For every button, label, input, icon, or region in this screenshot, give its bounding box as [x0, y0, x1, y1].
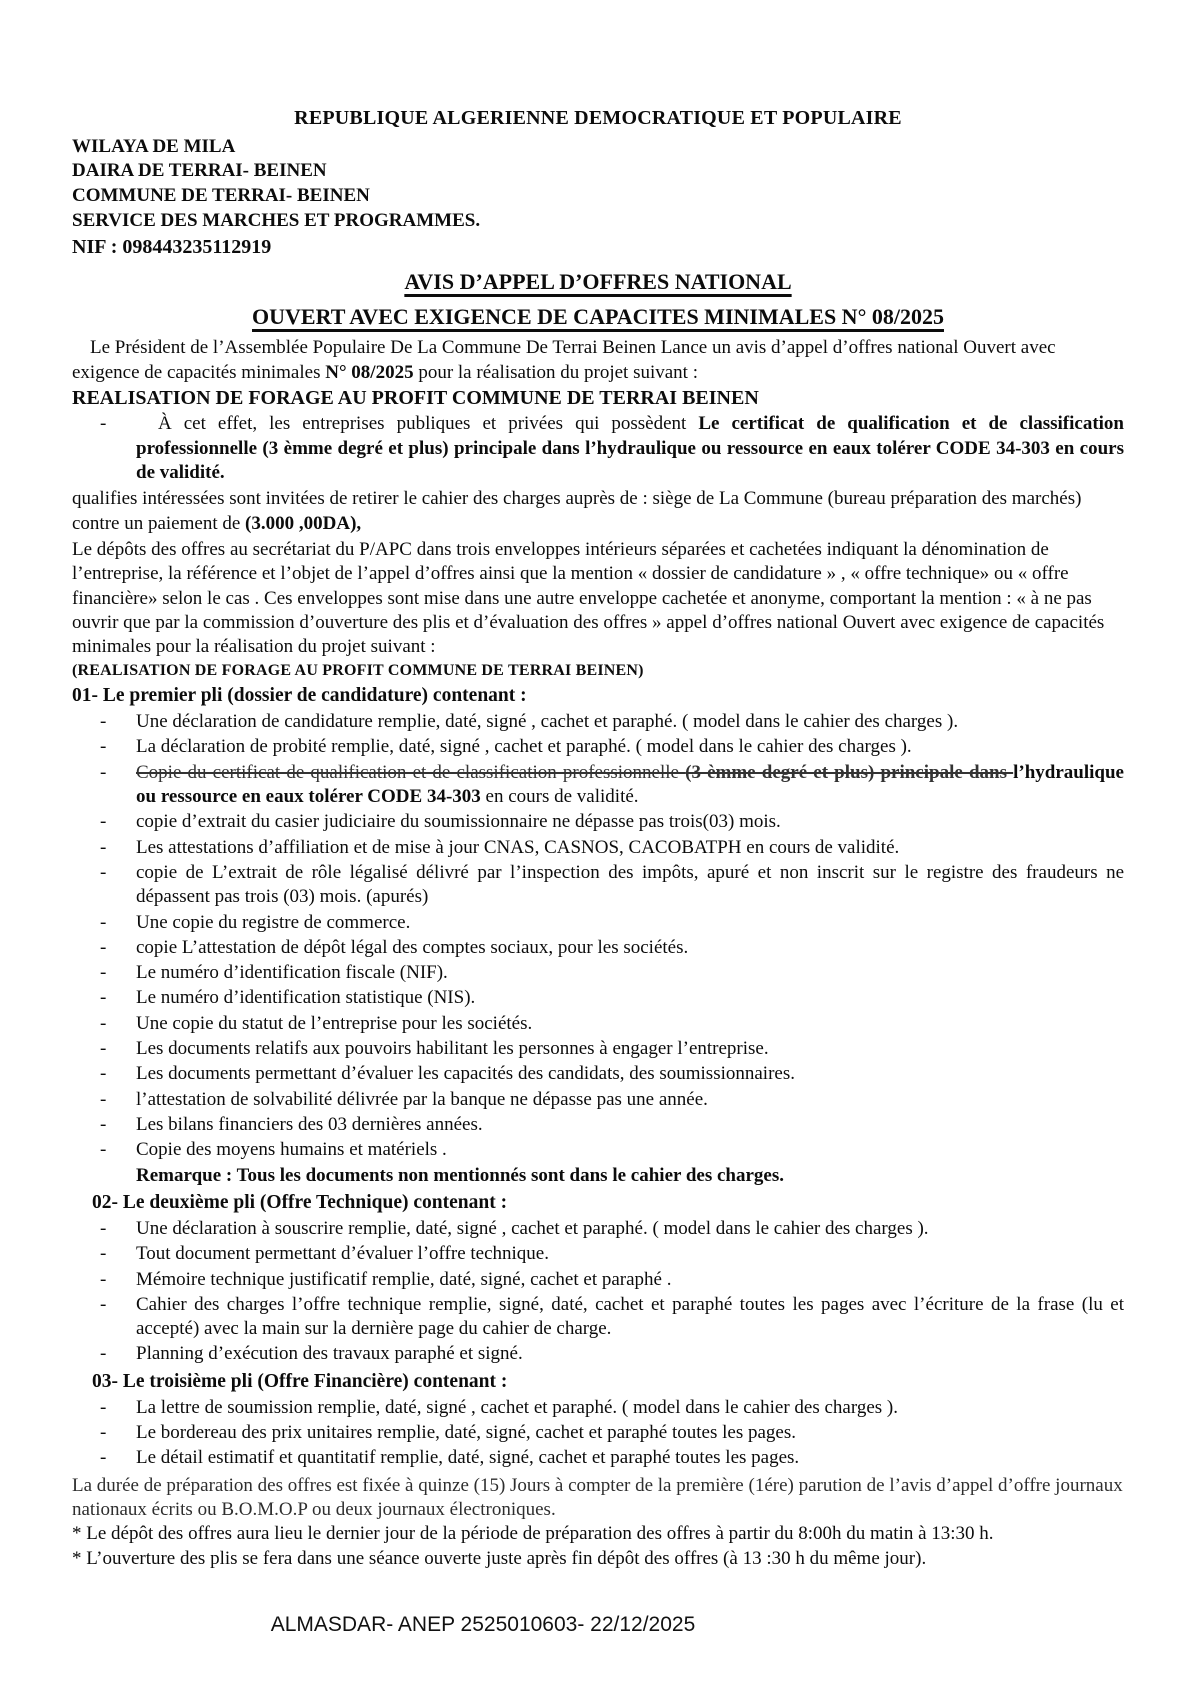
notice-title-line-2: OUVERT AVEC EXIGENCE DE CAPACITES MINIMALES N° 08/2025	[252, 304, 944, 330]
list-item	[72, 1421, 1124, 1445]
dash-bullet: -	[100, 1243, 107, 1265]
dash-bullet: -	[100, 1217, 107, 1239]
nif-value: 098443235112919	[122, 236, 272, 259]
footer-publication-line: ALMASDAR- ANEP 2525010603- 22/12/2025	[270, 1613, 696, 1636]
requirement-text: À cet effet, les entreprises publiques et privées qui possèdent Le certificat de qualification et de classification professionnelle (3 èmme degré et plus) principale dans l’hydraulique ou ressource en eaux tolérer CODE 34-303 en cours de validité.	[136, 413, 1124, 484]
dash-bullet: -	[100, 962, 107, 984]
list-item	[72, 1062, 1124, 1086]
nif-label: NIF :	[72, 236, 123, 259]
list-item-text: copie L’attestation de dépôt légal des comptes sociaux, pour les sociétés.	[136, 936, 689, 958]
list-item-text: Le numéro d’identification fiscale (NIF).	[136, 962, 448, 984]
list-item	[72, 911, 1124, 935]
list-item-text: Les bilans financiers des 03 dernières années.	[136, 1114, 483, 1136]
list-item-text: Une copie du statut de l’entreprise pour les sociétés.	[136, 1012, 533, 1034]
list-item-text: copie d’extrait du casier judiciaire du soumissionnaire ne dépasse pas trois(03) mois.	[136, 811, 781, 833]
list-item	[72, 1138, 1124, 1162]
list-item-text: Copie des moyens humains et matériels .	[136, 1139, 447, 1161]
list-item	[72, 1113, 1124, 1137]
dash-bullet: -	[100, 1293, 107, 1315]
dash-bullet: -	[100, 736, 107, 758]
list-item	[72, 861, 1124, 910]
dash-bullet: -	[100, 1422, 107, 1444]
org-line-wilaya: WILAYA DE MILA	[72, 135, 236, 157]
requirement-item	[72, 412, 1124, 485]
dash-bullet: -	[100, 987, 107, 1009]
list-item	[72, 986, 1124, 1010]
list-item-text: Tout document permettant d’évaluer l’offre technique.	[136, 1243, 549, 1265]
dash-bullet: -	[100, 413, 107, 435]
list-item	[72, 1268, 1124, 1292]
list-item-text: Copie du certificat de qualification et de classification professionnelle (3 èmme degré et plus) principale dans l’hydraulique ou ressource en eaux tolérer CODE 34-303 en cours de validité.	[136, 761, 1124, 807]
list-item-text: copie de L’extrait de rôle légalisé délivré par l’inspection des impôts, apuré et non inscrit sur le registre des fraudeurs ne dépassent pas trois (03) mois. (apurés)	[136, 861, 1124, 908]
dash-bullet: -	[100, 1088, 107, 1110]
document-header	[72, 106, 1124, 331]
list-item-text: Les documents relatifs aux pouvoirs habilitant les personnes à engager l’entreprise.	[136, 1038, 769, 1060]
nif-line	[72, 235, 1124, 261]
deposit-paragraph: Le dépôts des offres au secrétariat du P/APC dans trois enveloppes intérieurs séparées et cachetées indiquant la dénomination de l’entreprise, la référence et l’objet de l’appel d’offres ainsi que la mention « dossier de candidature » , « offre technique» ou « offre financière» selon le cas . Ces enveloppes sont mise dans une autre enveloppe cachetée et anonyme, comportant la mention : « à ne pas ouvrir que par la commission d’ouverture des plis et d’évaluation des offres » appel d’offres national Ouvert avec exigence de capacités minimales pour la réalisation du projet suivant :	[72, 539, 1105, 658]
section-01-list	[72, 710, 1124, 1163]
notice-title-line-1: AVIS D’APPEL D’OFFRES NATIONAL	[404, 268, 792, 294]
list-item	[72, 1012, 1124, 1036]
list-item	[72, 836, 1124, 860]
list-item-text: Les attestations d’affiliation et de mise à jour CNAS, CASNOS, CACOBATPH en cours de validité.	[136, 836, 900, 858]
dash-bullet: -	[100, 861, 107, 883]
dash-bullet: -	[100, 1343, 107, 1365]
org-line-service: SERVICE DES MARCHES ET PROGRAMMES.	[72, 209, 481, 231]
closing-block	[72, 1474, 1124, 1571]
list-item-text: l’attestation de solvabilité délivrée par la banque ne dépasse pas une année.	[136, 1088, 708, 1110]
list-item	[72, 761, 1124, 810]
org-line-commune: COMMUNE DE TERRAI- BEINEN	[72, 184, 370, 206]
dash-bullet: -	[100, 836, 107, 858]
closing-opening: * L’ouverture des plis se fera dans une séance ouverte juste après fin dépôt des offres (à 13 :30 h du même jour).	[72, 1547, 927, 1569]
list-item-text: Une copie du registre de commerce.	[136, 911, 411, 933]
section-02-heading: 02- Le deuxième pli (Offre Technique) contenant :	[92, 1191, 508, 1213]
dash-bullet: -	[100, 911, 107, 933]
dash-bullet: -	[100, 1063, 107, 1085]
list-item	[72, 1396, 1124, 1420]
list-item-text: Une déclaration à souscrire remplie, daté, signé , cachet et paraphé. ( model dans le cahier des charges ).	[136, 1217, 929, 1239]
list-item-text: La déclaration de probité remplie, daté, signé , cachet et paraphé. ( model dans le cahier des charges ).	[136, 736, 912, 758]
org-line-daira: DAIRA DE TERRAI- BEINEN	[72, 160, 327, 182]
dash-bullet: -	[100, 1396, 107, 1418]
project-title-paren: (REALISATION DE FORAGE AU PROFIT COMMUNE DE TERRAI BEINEN)	[72, 661, 644, 679]
list-item-text: Le bordereau des prix unitaires remplie, daté, signé, cachet et paraphé toutes les pages.	[136, 1422, 796, 1444]
dash-bullet: -	[100, 936, 107, 958]
section-03-heading: 03- Le troisième pli (Offre Financière) contenant :	[92, 1370, 508, 1392]
intro-paragraph: Le Président de l’Assemblée Populaire De La Commune De Terrai Beinen Lance un avis d’appel d’offres national Ouvert avec exigence de capacités minimales N° 08/2025 pour la réalisation du projet suivant :	[72, 337, 1056, 383]
dash-bullet: -	[100, 1447, 107, 1469]
list-item	[72, 1242, 1124, 1266]
section-02-list	[72, 1217, 1124, 1367]
list-item	[72, 735, 1124, 759]
list-item-text: Une déclaration de candidature remplie, daté, signé , cachet et paraphé. ( model dans le cahier des charges ).	[136, 711, 959, 733]
list-item	[72, 1293, 1124, 1342]
qualifies-paragraph: qualifies intéressées sont invitées de retirer le cahier des charges auprès de : siège de La Commune (bureau préparation des marchés) contre un paiement de (3.000 ,00DA),	[72, 488, 1082, 534]
list-item-text: Le numéro d’identification statistique (NIS).	[136, 987, 476, 1009]
list-item	[72, 1342, 1124, 1366]
list-item-text: Mémoire technique justificatif remplie, daté, signé, cachet et paraphé .	[136, 1268, 672, 1290]
project-title: REALISATION DE FORAGE AU PROFIT COMMUNE DE TERRAI BEINEN	[72, 386, 759, 409]
list-item-text: Planning d’exécution des travaux paraphé et signé.	[136, 1343, 523, 1365]
dash-bullet: -	[100, 711, 107, 733]
list-item-text: Cahier des charges l’offre technique remplie, signé, daté, cachet et paraphé toutes les pages avec l’écriture de la frase (lu et accepté) avec la main sur la dernière page du cahier de charge.	[136, 1293, 1124, 1340]
republic-title: REPUBLIQUE ALGERIENNE DEMOCRATIQUE ET POPULAIRE	[294, 107, 902, 129]
dash-bullet: -	[100, 1114, 107, 1136]
list-item-text: Le détail estimatif et quantitatif remplie, daté, signé, cachet et paraphé toutes les pages.	[136, 1447, 800, 1469]
list-item	[72, 1037, 1124, 1061]
list-item	[72, 1217, 1124, 1241]
dash-bullet: -	[100, 1012, 107, 1034]
list-item	[72, 1446, 1124, 1470]
dash-bullet: -	[100, 761, 107, 783]
dash-bullet: -	[100, 811, 107, 833]
section-03-list	[72, 1396, 1124, 1471]
closing-duration: La durée de préparation des offres est fixée à quinze (15) Jours à compter de la première (1ére) parution de l’avis d’appel d’offre journaux nationaux écrits ou B.O.M.O.P ou deux journaux électroniques.	[72, 1474, 1123, 1520]
list-item	[72, 961, 1124, 985]
section-01-heading: 01- Le premier pli (dossier de candidature) contenant :	[72, 685, 527, 707]
list-item	[72, 936, 1124, 960]
dash-bullet: -	[100, 1038, 107, 1060]
closing-deposit-time: * Le dépôt des offres aura lieu le dernier jour de la période de préparation des offres à partir du 8:00h du matin à 13:30 h.	[72, 1523, 994, 1545]
dash-bullet: -	[100, 1268, 107, 1290]
list-item	[72, 1088, 1124, 1112]
list-item-text: Les documents permettant d’évaluer les capacités des candidats, des soumissionnaires.	[136, 1063, 795, 1085]
list-item	[72, 810, 1124, 834]
list-item	[72, 710, 1124, 734]
dash-bullet: -	[100, 1139, 107, 1161]
list-item-text: La lettre de soumission remplie, daté, signé , cachet et paraphé. ( model dans le cahier des charges ).	[136, 1396, 898, 1418]
remark: Remarque : Tous les documents non mentionnés sont dans le cahier des charges.	[136, 1164, 784, 1186]
